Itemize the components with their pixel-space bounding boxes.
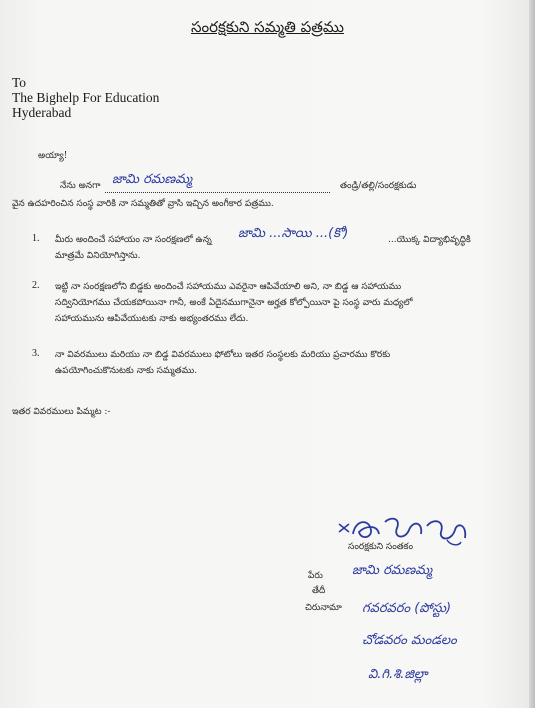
name-label: పేరు (308, 571, 323, 581)
address-line-3-handwritten: వి.గి.శి.జిల్లా (368, 667, 428, 682)
attach-note: ఇతర వివరములు పిమ్మట :- (12, 407, 111, 417)
address-org: The Bighelp For Education (12, 90, 160, 105)
point-1-line2: మాత్రమే వినియోగిస్తాను. (55, 251, 141, 261)
address-to: To (12, 75, 27, 90)
point-3-number: 3. (32, 348, 40, 359)
point-2-line3: సహాయమును ఆపివేయుటకు నాకు అభ్యంతరము లేదు. (55, 314, 249, 324)
address-city: Hyderabad (12, 105, 72, 120)
signature-label: సంరక్షకుని సంతకం (348, 542, 414, 552)
point-1-pre: మీరు అందించే సహాయం నా సంరక్షణలో ఉన్న (55, 235, 212, 245)
document-title: సంరక్షకుని సమ్మతి పత్రము (191, 18, 344, 36)
point-2-line2: సద్వినియోగము చేయకపోయినా గానీ, అంకే ఏదైనముగానైనా అర్హత కోల్పోయినా పై సంస్థ వారు మధ్యలో (55, 298, 413, 308)
address-label: చిరునామా (305, 603, 342, 613)
point-3-line1: నా వివరములు మరియు నా బిడ్డ వివరములు ఫోటోలు ఇతర సంస్థలకు మరియు ప్రచారము కొరకు (55, 350, 391, 360)
point-1-number: 1. (32, 233, 40, 244)
point-1-post: ...యొక్క విద్యాభివృద్ధికి (388, 235, 471, 245)
intro-suffix: తండ్రి/తల్లి/సంరక్షకుడు (340, 181, 417, 191)
intro-name-handwritten: జామి రమణమ్మ (112, 172, 193, 187)
name-value-handwritten: జామి రమణమ్మ (352, 563, 433, 578)
page-edge (529, 0, 535, 708)
point-3-line2: ఉపయోగించుకొనుటకు నాకు సమ్మతము. (55, 366, 198, 376)
salutation: అయ్యా! (38, 151, 68, 161)
address-line-2-handwritten: చోడవరం మండలం (362, 633, 457, 648)
date-label: తేదీ (312, 586, 326, 596)
intro-line2: వైన ఉదహరించిన సంస్థ వారికి నా సమ్మతితో వ్రాసి ఇచ్చిన అంగీకార పత్రము. (12, 199, 274, 209)
point-2-number: 2. (32, 280, 40, 291)
point-1-handwritten: జామి ...సాయి ...(కో) (238, 226, 349, 241)
point-2-line1: ఇట్టి నా సంరక్షణలోని బిడ్డకు అందించే సహాయము ఎవరైనా ఆపివేయాలి అని, నా బిడ్డ ఆ సహాయము (55, 282, 402, 292)
intro-prefix: నేను అనగా (60, 181, 101, 191)
address-line-1-handwritten: గవరవరం (పోస్టు) (362, 601, 452, 616)
